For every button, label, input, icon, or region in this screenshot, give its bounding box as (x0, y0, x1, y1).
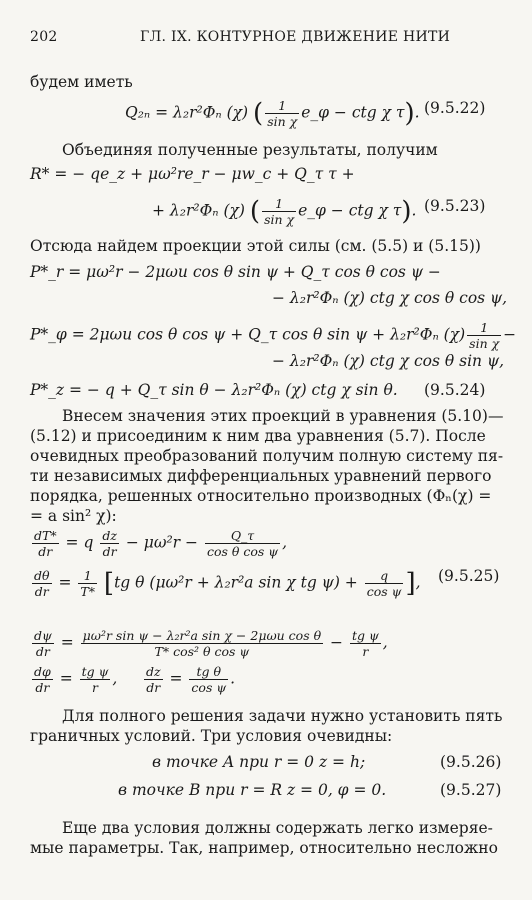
projection-r-line1: P*_r = μω²r − 2μωu cos θ sin ψ + Q_τ cos θ cos ψ − (30, 263, 441, 281)
projection-phi-line1: P*_φ = 2μωu cos θ cos ψ + Q_τ cos θ sin ψ + λ₂r²Φₙ (χ) $\frac{1}{\text{sin χ}}$ − (30, 320, 517, 351)
projection-phi-line2: − λ₂r²Φₙ (χ) ctg χ cos θ sin ψ, (272, 352, 505, 370)
equation-number: (9.5.24) (424, 381, 486, 399)
text-line: Для полного решения задачи нужно установить пять (62, 707, 503, 725)
equation-9-5-23-line1: R* = − qe_z + μω²re_r − μw_c + Q_τ τ + (30, 165, 355, 183)
equation-number: (9.5.26) (440, 753, 502, 771)
equation-dphi-dr: $\frac{d\varphi}{dr}$ = $\frac{\text{tg ψ}}{r}$ , $\frac{dz}{dr}$ = $\frac{\text{tg θ}}{\text{cos ψ}}$ . (34, 664, 236, 695)
equation-number: (9.5.23) (424, 197, 486, 215)
equation-number: (9.5.22) (424, 99, 486, 117)
equation-dtheta-dr: $\frac{d\theta}{dr}$ = $\frac{1}{T*}$ [tg θ (μω²r + λ₂r²a sin χ tg ψ) + $\frac{q}{\text{cos ψ}}$ ], (34, 568, 421, 599)
text-line: = a sin² χ): (30, 507, 117, 525)
boundary-condition-B: в точке B при r = R z = 0, φ = 0. (118, 781, 387, 799)
running-title: ГЛ. IX. КОНТУРНОЕ ДВИЖЕНИЕ НИТИ (140, 29, 451, 45)
projection-r-line2: − λ₂r²Φₙ (χ) ctg χ cos θ cos ψ, (272, 289, 508, 307)
text-line: будем иметь (30, 73, 133, 91)
text-line: ти независимых дифференциальных уравнений первого (30, 467, 492, 485)
equation-number: (9.5.27) (440, 781, 502, 799)
page-number: 202 (30, 29, 58, 45)
text-line: Внесем значения этих проекций в уравнения (5.10)— (62, 407, 504, 425)
text-line: (5.12) и присоединим к ним два уравнения (5.7). После (30, 427, 486, 445)
equation-9-5-22: Q₂ₙ = λ₂r²Φₙ (χ) ( $\frac{1}{\text{sin χ}}$ e_φ − ctg χ τ). (125, 98, 420, 129)
boundary-condition-A: в точке A при r = 0 z = h; (152, 753, 366, 771)
equation-9-5-23-line2: + λ₂r²Φₙ (χ) ( $\frac{1}{\text{sin χ}}$ e_φ − ctg χ τ). (152, 196, 417, 227)
equation-dT-dr: $\frac{dT*}{dr}$ = q $\frac{dz}{dr}$ − μω²r − $\frac{Q\_\tau}{\text{cos θ cos ψ}}$ , (34, 528, 288, 559)
equation-dpsi-dr: $\frac{d\psi}{dr}$ = $\frac{\text{μω²r sin ψ − λ₂r²a sin χ − 2μωu cos θ}}{\text{T* cos² θ cos ψ}}$ − $\frac{\text{tg ψ}}{r}$ , (34, 628, 388, 659)
equation-number: (9.5.25) (438, 567, 500, 585)
text-line: граничных условий. Три условия очевидны: (30, 727, 393, 745)
text-line: Отсюда найдем проекции этой силы (см. (5.5) и (5.15)) (30, 237, 481, 255)
text-line: мые параметры. Так, например, относительно несложно (30, 839, 498, 857)
text-line: порядка, решенных относительно производных (Φₙ(χ) = (30, 487, 492, 505)
text-line: Еще два условия должны содержать легко измеряе- (62, 819, 493, 837)
text-line: Объединяя полученные результаты, получим (62, 141, 438, 159)
projection-z: P*_z = − q + Q_τ sin θ − λ₂r²Φₙ (χ) ctg χ sin θ. (30, 381, 398, 399)
text-line: очевидных преобразований получим полную систему пя- (30, 447, 504, 465)
